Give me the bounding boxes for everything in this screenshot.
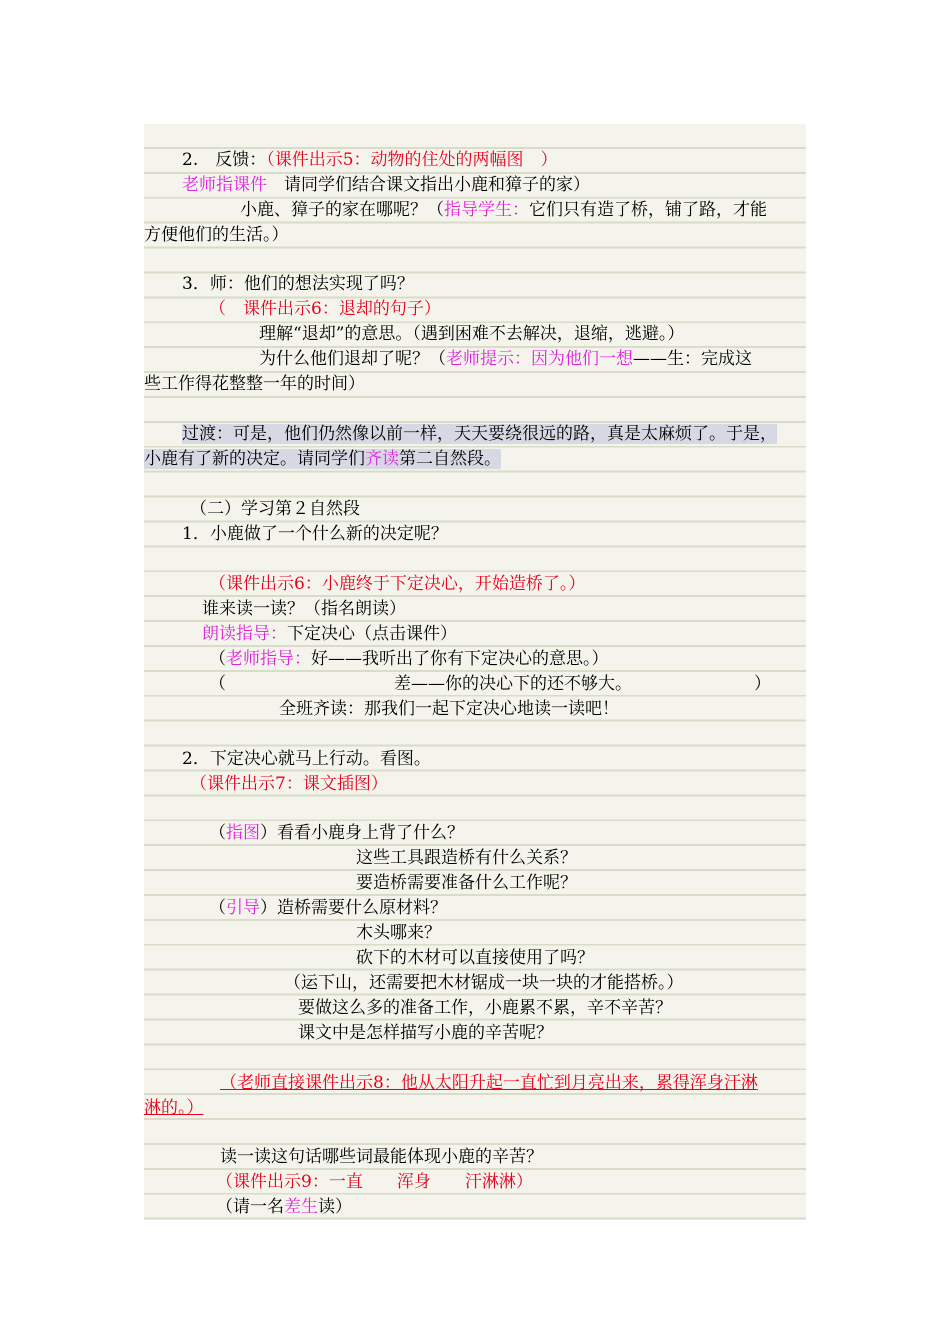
courseware-6b-line: （课件出示6：小鹿终于下定决心，开始造桥了。） (209, 574, 586, 594)
feedback-line: 2. 反馈：（课件出示5：动物的住处的两幅图 ） (182, 150, 558, 170)
action-line: 2．下定决心就马上行动。看图。 (182, 749, 431, 769)
who-reads-line: 谁来读一读？（指名朗读） (202, 599, 406, 619)
teacher-points-line: 老师指课件 请同学们结合课文指出小鹿和獐子的家） (182, 175, 590, 195)
courseware-8-line-cont: 淋的。） (144, 1098, 204, 1118)
transition-line: 过渡：可是，他们仍然像以前一样，天天要绕很远的路，真是太麻烦了。于是， (182, 424, 777, 444)
home-question-line: 小鹿、獐子的家在哪呢？（指导学生：它们只有造了桥，铺了路，才能 (240, 200, 767, 220)
class-read-line: 全班齐读：那我们一起下定决心地读一读吧！ (279, 699, 619, 719)
understand-retreat-line: 理解“退却”的意思。（遇到困难不去解决，退缩，逃避。） (259, 324, 685, 344)
transition-line-cont: 小鹿有了新的决定。请同学们齐读第二自然段。 (144, 449, 501, 469)
section-heading: （二）学习第２自然段 (190, 499, 360, 519)
home-question-line-cont: 方便他们的生活。） (144, 225, 289, 245)
why-retreat-line-cont: 些工作得花整整一年的时间） (144, 374, 365, 394)
courseware-8-line: （老师直接课件出示8：他从太阳升起一直忙到月亮出来，累得浑身汗淋 (220, 1073, 758, 1093)
timber-question-line: 砍下的木材可以直接使用了吗？ (356, 948, 594, 968)
document-page (144, 124, 806, 1220)
tired-question-line: 要做这么多的准备工作，小鹿累不累，辛不辛苦？ (298, 998, 672, 1018)
read-sentence-line: 读一读这句话哪些词最能体现小鹿的辛苦？ (220, 1147, 543, 1167)
why-retreat-line: 为什么他们退却了呢？（老师提示：因为他们一想——生：完成这 (259, 349, 752, 369)
guide-materials-line: （引导）造桥需要什么原材料？ (209, 898, 447, 918)
courseware-9-line: （课件出示9：一直 浑身 汗淋淋） (216, 1172, 533, 1192)
courseware-6-line: （ 课件出示6：退却的句子） (209, 299, 441, 319)
teacher-guidance-good-line: （老师指导：好——我听出了你有下定决心的意思。） (209, 649, 609, 669)
describe-question-line: 课文中是怎样描写小鹿的辛苦呢？ (298, 1023, 553, 1043)
teacher-guidance-bad-line: （ 差——你的决心下的还不够大。 ） (209, 674, 771, 694)
reading-guidance-line: 朗读指导：下定决心（点击课件） (202, 624, 457, 644)
timber-answer-line: （运下山，还需要把木材锯成一块一块的才能搭桥。） (284, 973, 684, 993)
teacher-question-line: 3．师：他们的想法实现了吗？ (182, 274, 414, 294)
wood-question-line: 木头哪来？ (356, 923, 441, 943)
decision-question-line: 1．小鹿做了一个什么新的决定呢？ (182, 524, 448, 544)
student-read-line: （请一名差生读） (216, 1197, 352, 1217)
prepare-question-line: 要造桥需要准备什么工作呢？ (356, 873, 577, 893)
tools-question-line: 这些工具跟造桥有什么关系？ (356, 848, 577, 868)
point-picture-line: （指图）看看小鹿身上背了什么？ (209, 823, 464, 843)
courseware-7-line: （课件出示7：课文插图） (190, 774, 388, 794)
